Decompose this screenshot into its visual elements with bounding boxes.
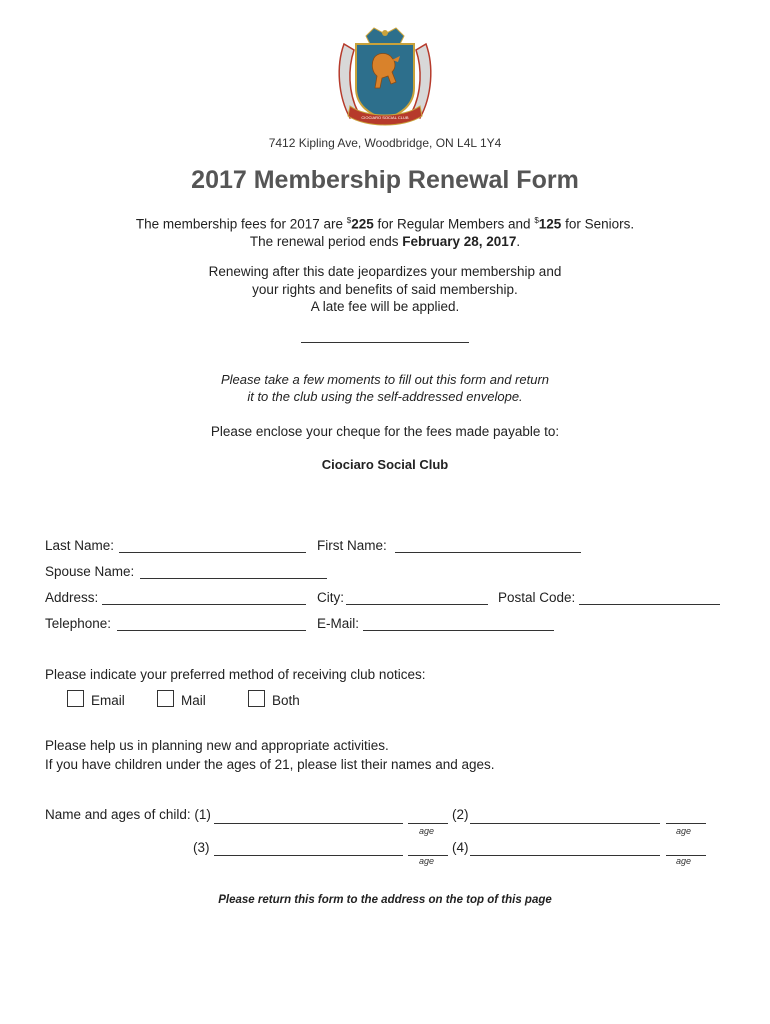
late-line-3: A late fee will be applied. [310,299,460,314]
spouse-name-field[interactable] [140,578,327,579]
telephone-field[interactable] [117,630,306,631]
instructions-line-2: it to the club using the self-addressed envelope. [247,389,523,404]
cheque-instructions: Please enclose your cheque for the fees made payable to: [210,424,560,439]
city-field[interactable] [346,604,488,605]
child-2-age-caption: age [676,826,692,836]
postal-code-field[interactable] [579,604,720,605]
child-2-number: (2) [452,807,469,822]
city-label: City: [317,590,344,605]
period-text-a: The renewal period ends [249,234,403,249]
notices-prompt: Please indicate your preferred method of receiving club notices: [45,667,426,682]
email-checkbox[interactable] [67,690,84,707]
payee-name: Ciociaro Social Club [321,457,449,472]
spouse-name-label: Spouse Name: [45,564,135,579]
email-option-label: Email [91,693,125,708]
page-title: 2017 Membership Renewal Form [191,166,579,194]
child-1-age-caption: age [419,826,435,836]
child-3-name-field[interactable] [214,855,403,856]
regular-fee-currency: $ [346,216,352,225]
child-1-name-field[interactable] [214,823,403,824]
address-label: Address: [45,590,99,605]
footer-note: Please return this form to the address on the top of this page [218,894,552,906]
children-text-1: Please help us in planning new and appropriate activities. [45,738,389,753]
period-text-b: . [516,234,521,249]
child-4-name-field[interactable] [470,855,660,856]
both-option-label: Both [272,693,300,708]
late-line-1: Renewing after this date jeopardizes your membership and [208,264,562,279]
mail-option-label: Mail [181,693,206,708]
telephone-label: Telephone: [45,616,112,631]
fees-paragraph [0,212,770,251]
child-1-age-field[interactable] [408,823,448,824]
children-text-2: If you have children under the ages of 21, please list their names and ages. [45,757,495,772]
last-name-label: Last Name: [45,538,115,553]
divider [301,342,469,343]
late-fee-paragraph [0,263,770,316]
child-2-name-field[interactable] [470,823,660,824]
late-line-2: your rights and benefits of said membership. [252,281,518,297]
child-4-age-caption: age [676,856,692,866]
email-field[interactable] [363,630,554,631]
fees-text-b: for Regular Members and [373,216,535,232]
fees-text-a: The membership fees for 2017 are [135,216,347,232]
postal-code-label: Postal Code: [498,590,576,605]
children-label: Name and ages of child: (1) [45,807,211,822]
first-name-field[interactable] [395,552,581,553]
club-address: 7412 Kipling Ave, Woodbridge, ON L4L 1Y4 [268,136,502,150]
fees-text-c: for Seniors. [561,216,635,232]
child-2-age-field[interactable] [666,823,706,824]
address-field[interactable] [102,604,306,605]
senior-fee-currency: $ [534,216,539,225]
logo-banner-text: CIOCIARO SOCIAL CLUB [361,115,409,120]
first-name-label: First Name: [317,538,387,553]
club-logo [336,26,434,128]
senior-fee: 125 [538,216,562,232]
child-3-age-caption: age [419,856,435,866]
email-label: E-Mail: [317,616,360,631]
child-3-number: (3) [193,840,210,855]
last-name-field[interactable] [119,552,306,553]
child-4-number: (4) [452,840,469,855]
instructions-line-1: Please take a few moments to fill out this form and return [220,372,550,387]
instructions-paragraph [0,371,770,405]
renewal-deadline: February 28, 2017 [402,234,517,249]
mail-checkbox[interactable] [157,690,174,707]
regular-fee: 225 [351,216,374,232]
both-checkbox[interactable] [248,690,265,707]
